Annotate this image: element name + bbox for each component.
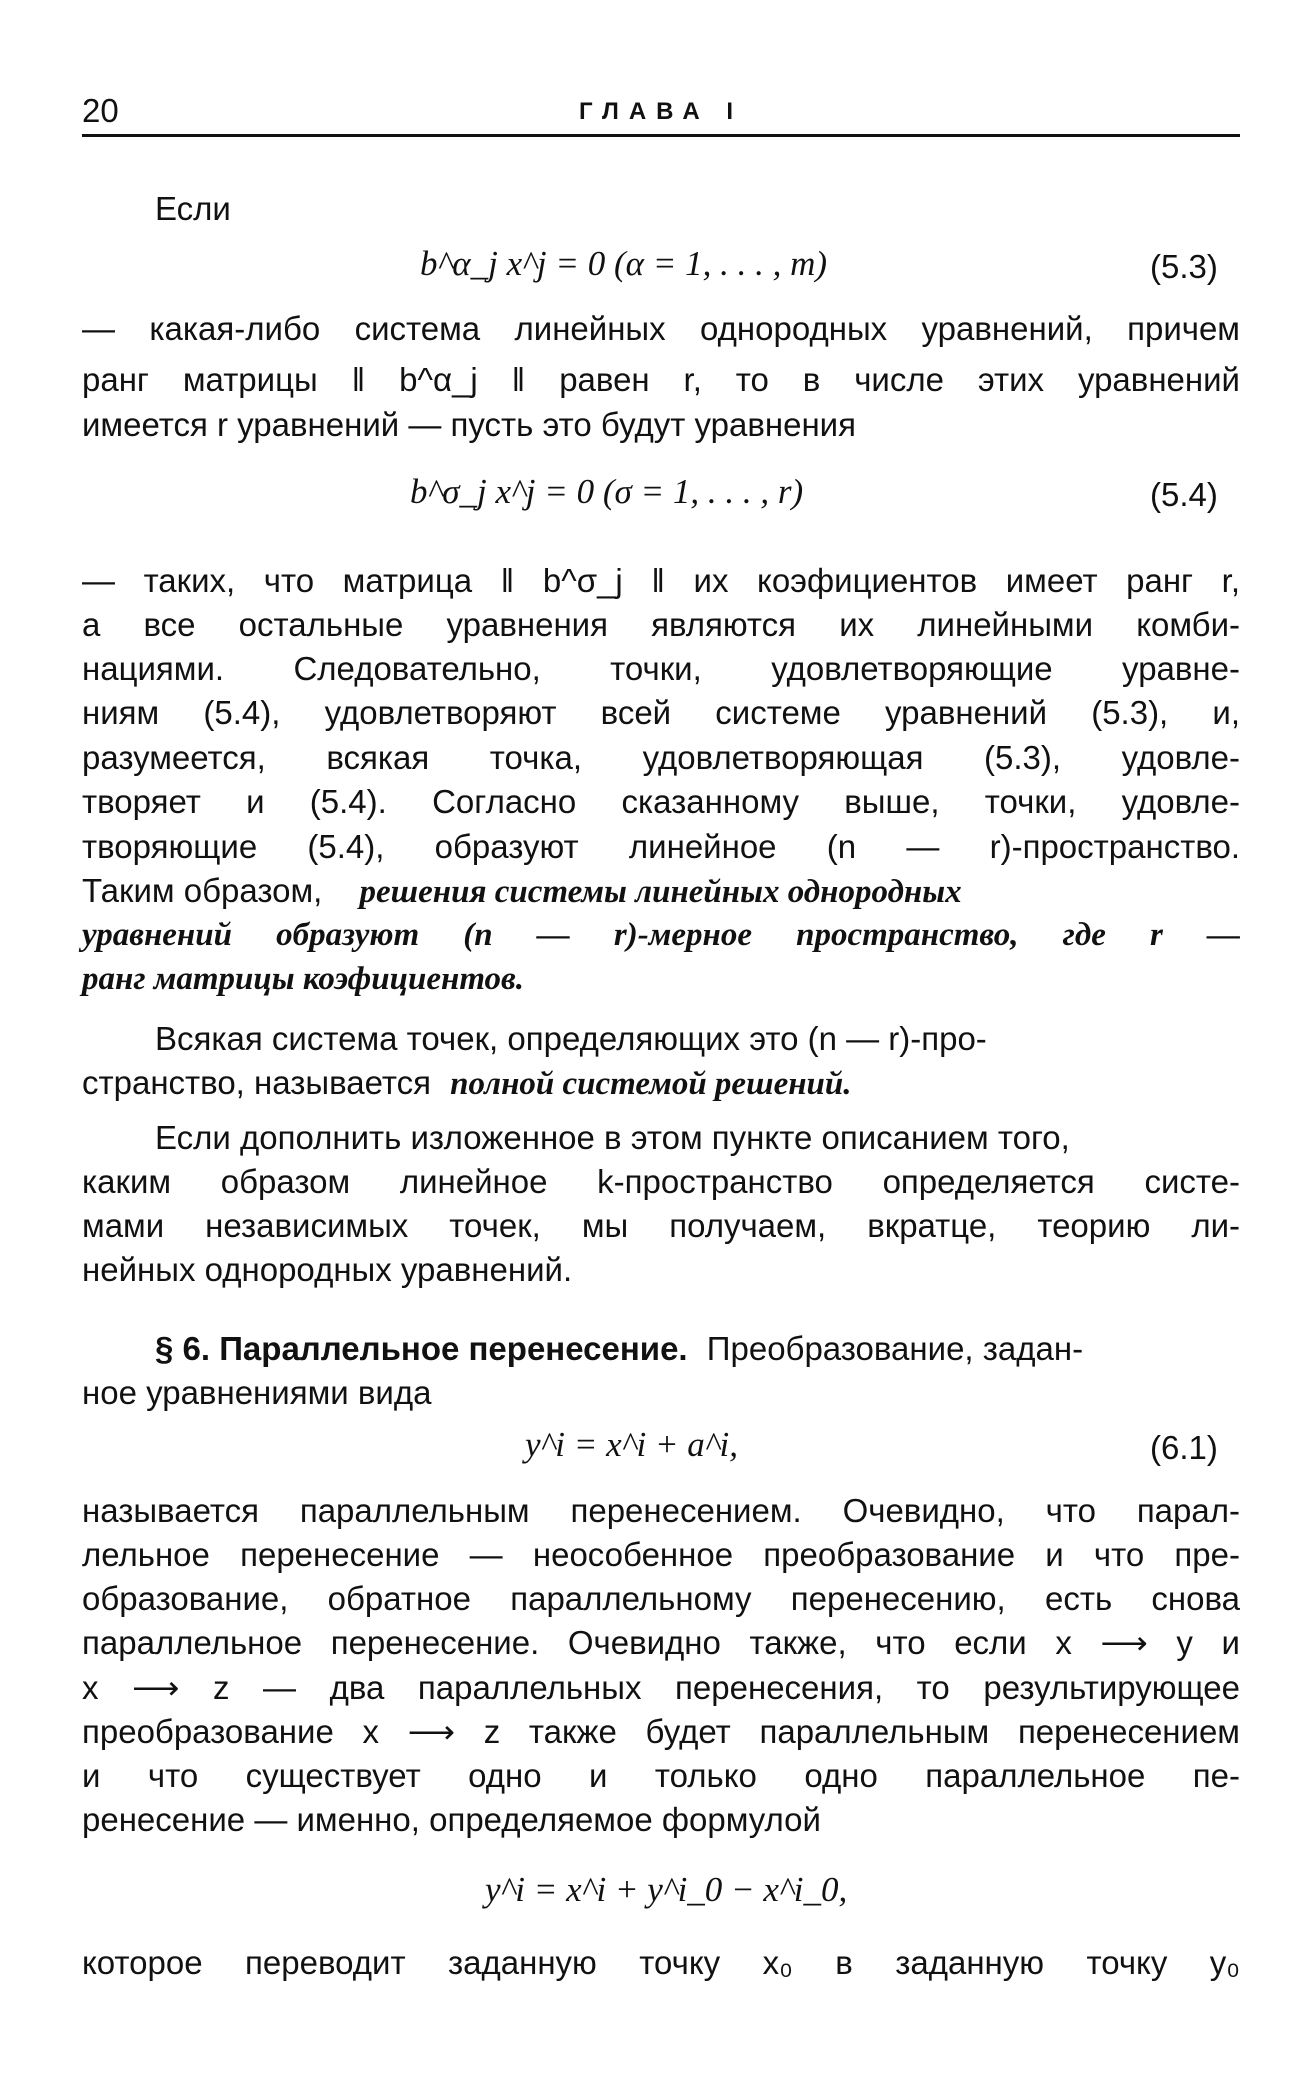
text-line: которое переводит заданную точку x₀ в заданную точку y₀ [82, 1944, 1240, 1981]
equation-number: (5.3) [1150, 248, 1218, 285]
text-line [82, 1062, 1240, 1105]
italic-span: решения системы линейных однородных [359, 874, 962, 910]
chapter-title: ГЛАВА I [579, 98, 743, 125]
text-line: Всякая система точек, определяющих это (n — r)-про- [155, 1020, 987, 1057]
text-line: ниям (5.4), удовлетворяют всей системе уравнений (5.3), и, [82, 694, 1240, 731]
equation-number: (6.1) [1150, 1429, 1218, 1466]
text-line: творяет и (5.4). Согласно сказанному выше, точки, удовле- [82, 783, 1240, 820]
text-line: нациями. Следовательно, точки, удовлетворяющие уравне- [82, 650, 1240, 687]
text-line: образование, обратное параллельному перенесению, есть снова [82, 1580, 1240, 1617]
text-line: а все остальные уравнения являются их линейными комби- [82, 606, 1240, 643]
equation-5-3: b^α_j x^j = 0 (α = 1, . . . , m) [420, 244, 828, 283]
text-line: ное уравнениями вида [82, 1374, 432, 1411]
text-line: Если дополнить изложенное в этом пункте описанием того, [155, 1119, 1070, 1156]
section-heading-line [155, 1328, 1240, 1370]
text-line [82, 870, 1240, 913]
header-rule [82, 134, 1240, 137]
text-line: — таких, что матрица ‖ b^σ_j ‖ их коэфициентов имеет ранг r, [82, 562, 1240, 599]
text-line: x ⟶ z — два параллельных перенесения, то результирующее [82, 1669, 1240, 1706]
text-line: мами независимых точек, мы получаем, вкратце, теорию ли- [82, 1207, 1240, 1244]
text-line: преобразование x ⟶ z также будет параллельным перенесением [82, 1713, 1240, 1750]
text-line: и что существует одно и только одно параллельное пе- [82, 1757, 1240, 1794]
text-line: ренесение — именно, определяемое формулой [82, 1801, 821, 1838]
text-line: имеется r уравнений — пусть это будут уравнения [82, 406, 856, 443]
equation-5-4: b^σ_j x^j = 0 (σ = 1, . . . , r) [410, 472, 804, 511]
page-number: 20 [82, 92, 119, 129]
text-line: разумеется, всякая точка, удовлетворяющая (5.3), удовле- [82, 739, 1240, 776]
text-span: Таким образом, [82, 872, 323, 909]
equation-6-1: y^i = x^i + a^i, [525, 1425, 739, 1464]
text-line: Если [155, 190, 231, 227]
text-span: Преобразование, задан- [706, 1330, 1084, 1367]
italic-span: полной системой решений. [450, 1066, 852, 1102]
text-line: параллельное перенесение. Очевидно также, что если x ⟶ y и [82, 1624, 1240, 1661]
equation-number: (5.4) [1150, 476, 1218, 513]
text-line: называется параллельным перенесением. Очевидно, что парал- [82, 1492, 1240, 1529]
page-header [82, 92, 1240, 132]
text-line: каким образом линейное k-пространство определяется систе- [82, 1163, 1240, 1200]
text-line: уравнений образуют (n — r)-мерное пространство, где r — [82, 917, 1240, 953]
text-line: ранг матрицы коэфициентов. [82, 961, 525, 997]
text-span: странство, называется [82, 1064, 431, 1101]
section-heading: § 6. Параллельное перенесение. [155, 1330, 688, 1367]
equation-unnumbered: y^i = x^i + y^i_0 − x^i_0, [485, 1870, 848, 1909]
text-line: ранг матрицы ‖ b^α_j ‖ равен r, то в числе этих уравнений [82, 361, 1240, 398]
text-line: лельное перенесение — неособенное преобразование и что пре- [82, 1536, 1240, 1573]
text-line: нейных однородных уравнений. [82, 1251, 573, 1288]
text-line: творяющие (5.4), образуют линейное (n — r)-пространство. [82, 828, 1240, 865]
text-line: — какая-либо система линейных однородных уравнений, причем [82, 310, 1240, 347]
